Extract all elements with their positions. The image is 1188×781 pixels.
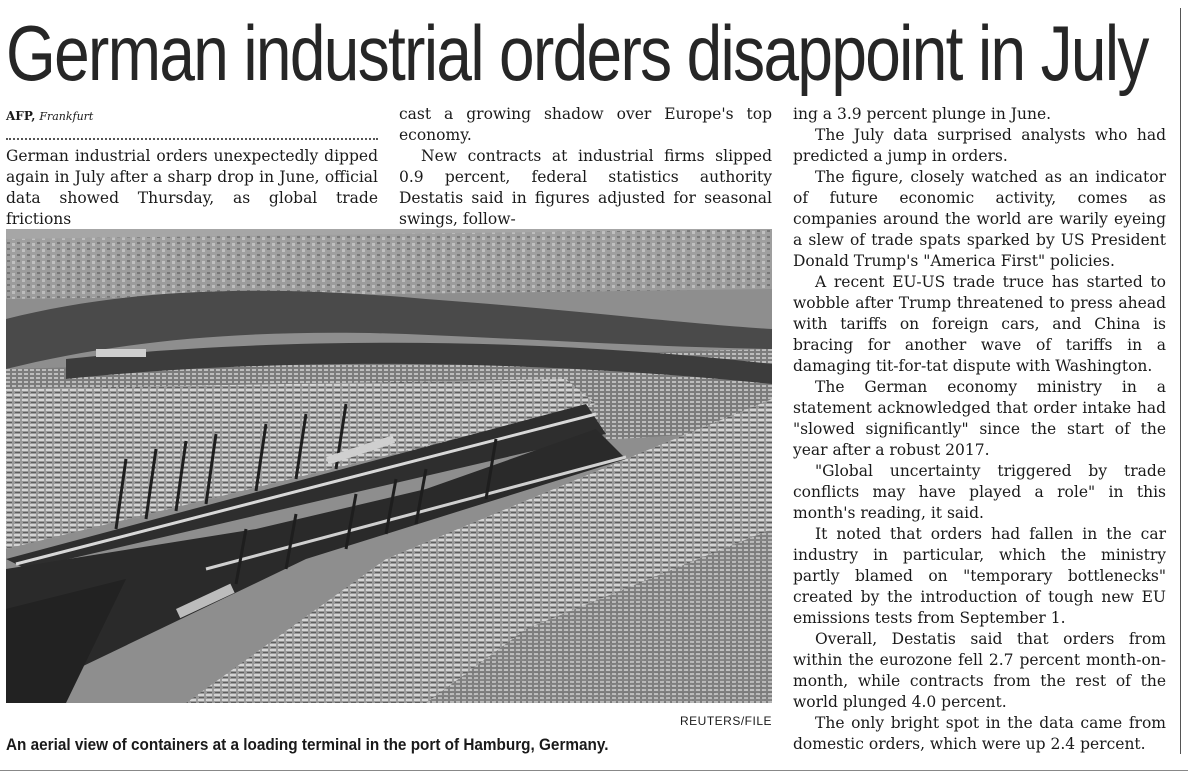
byline xyxy=(6,108,93,125)
paragraph: New contracts at industrial firms slipped 0.9 percent, federal statistics authority Destatis said in figures adjusted for seasonal swings, follow- xyxy=(399,147,772,228)
paragraph: It noted that orders had fallen in the car industry in particular, which the ministry partly blamed on "temporary bottlenecks" created by the introduction of tough new EU emissions tests from September 1. xyxy=(793,525,1166,627)
byline-place: Frankfurt xyxy=(39,110,94,123)
paragraph: German industrial orders unexpectedly dipped again in July after a sharp drop in June, official data showed Thursday, as global trade frictions xyxy=(6,147,378,228)
paragraph: cast a growing shadow over Europe's top economy. xyxy=(399,105,772,144)
photo-credit: REUTERS/FILE xyxy=(679,714,772,728)
page-bottom-rule xyxy=(0,770,1188,771)
paragraph: The July data surprised analysts who had predicted a jump in orders. xyxy=(793,126,1166,165)
paragraph: Overall, Destatis said that orders from within the eurozone fell 2.7 percent month-on-month, while contracts from the rest of the world plunged 4.0 percent. xyxy=(793,630,1166,711)
article-column-2 xyxy=(399,104,772,230)
headline: German industrial orders disappoint in July xyxy=(6,9,1148,97)
byline-divider xyxy=(6,138,378,140)
article-photo xyxy=(6,229,772,703)
port-aerial-image xyxy=(6,229,772,703)
paragraph: ing a 3.9 percent plunge in June. xyxy=(793,105,1052,123)
paragraph: A recent EU-US trade truce has started to wobble after Trump threatened to press ahead with tariffs on foreign cars, and China is bracing for another wave of tariffs in a damaging tit-for-tat dispute with Washington. xyxy=(793,273,1166,375)
paragraph: The figure, closely watched as an indicator of future economic activity, comes as companies around the world are warily eyeing a slew of trade spats sparked by US President Donald Trump's "America First" policies. xyxy=(793,168,1166,270)
article-column-3 xyxy=(793,104,1166,755)
paragraph: "Global uncertainty triggered by trade conflicts may have played a role" in this month's reading, it said. xyxy=(793,462,1166,522)
paragraph: The only bright spot in the data came from domestic orders, which were up 2.4 percent. xyxy=(793,714,1166,753)
column-rule xyxy=(1180,8,1181,754)
article-column-1 xyxy=(6,146,378,230)
byline-agency: AFP, xyxy=(6,109,36,123)
paragraph: The German economy ministry in a statement acknowledged that order intake had "slowed significantly" since the start of the year after a robust 2017. xyxy=(793,378,1166,459)
photo-caption: An aerial view of containers at a loading terminal in the port of Hamburg, Germany. xyxy=(6,735,609,754)
